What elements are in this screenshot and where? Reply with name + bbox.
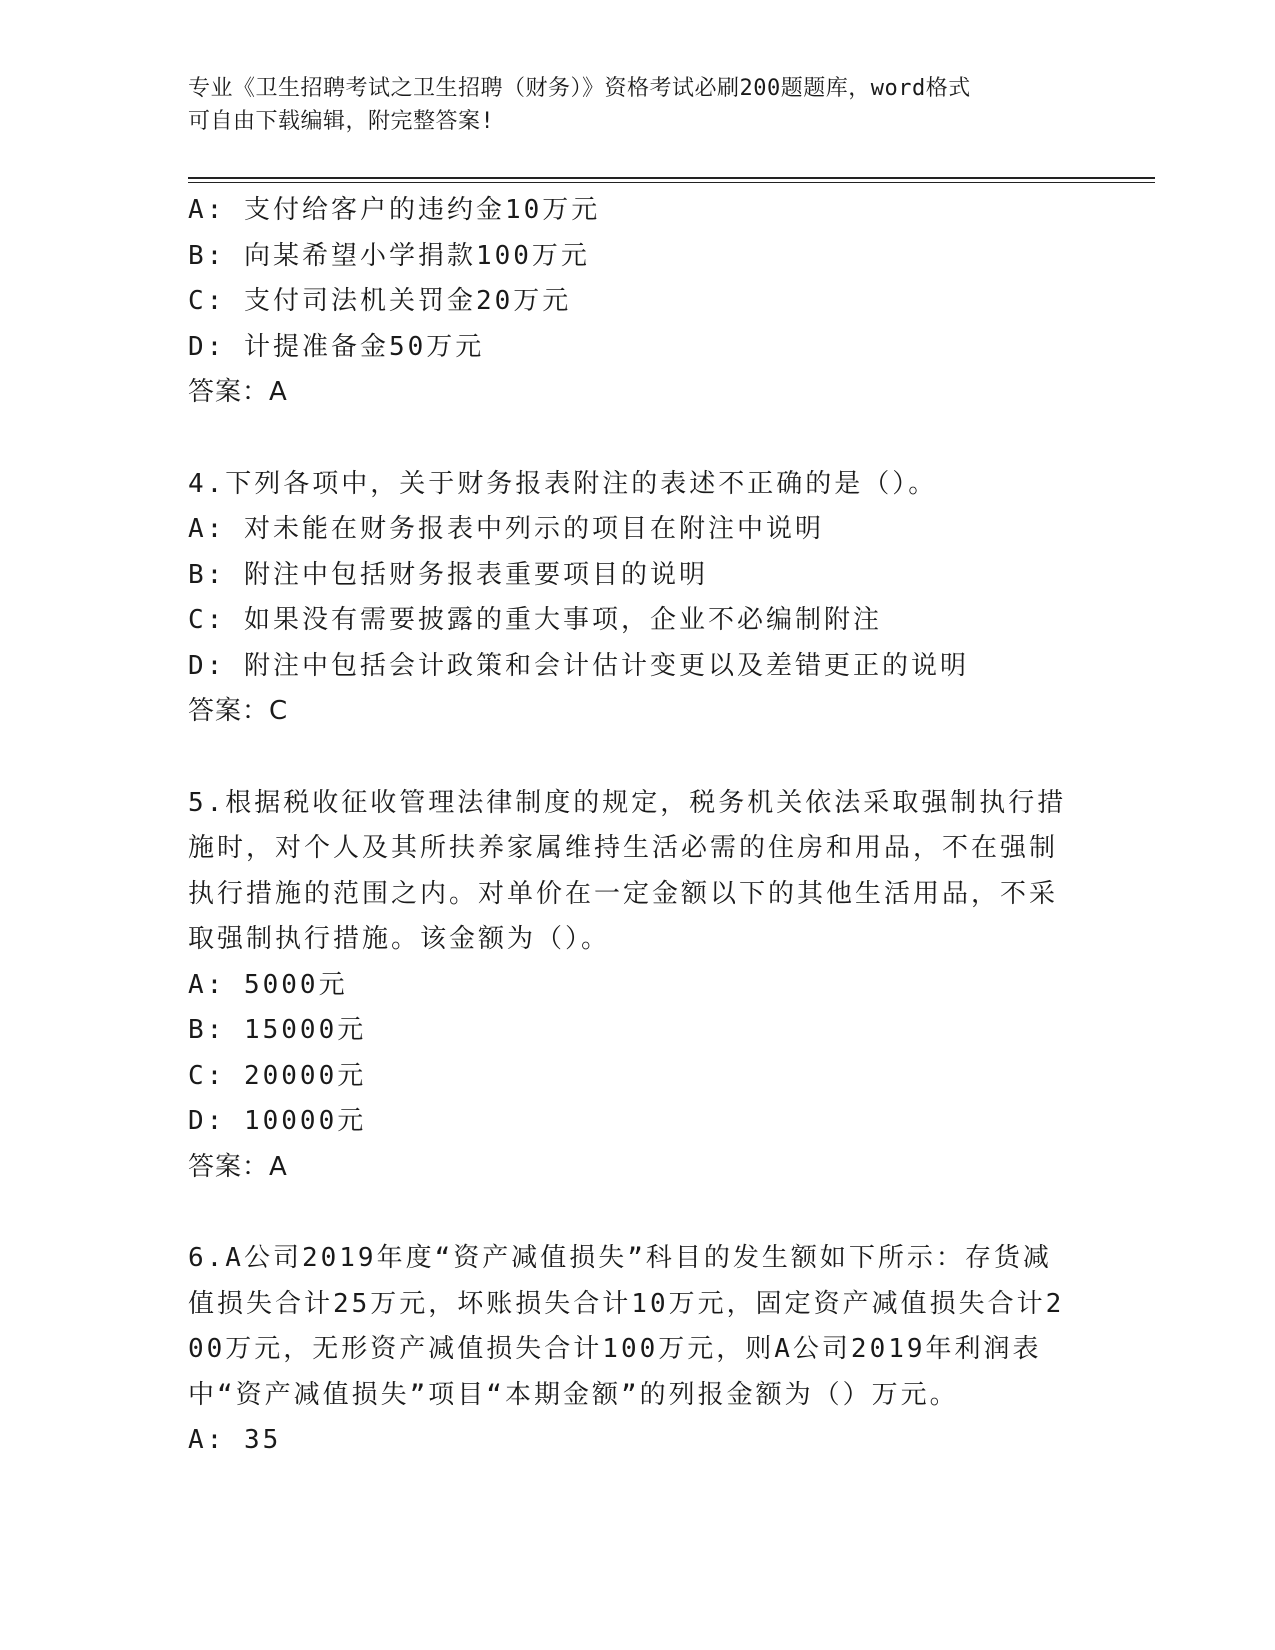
header-line-2: 可自由下载编辑，附完整答案! bbox=[188, 109, 495, 134]
option-c: C: 20000元 bbox=[188, 1060, 367, 1091]
option-b: B: 15000元 bbox=[188, 1015, 367, 1045]
option-c: C: 如果没有需要披露的重大事项，企业不必编制附注 bbox=[188, 605, 882, 635]
header-line-1: 专业《卫生招聘考试之卫生招聘（财务）》资格考试必刷200题题库，word格式 bbox=[188, 76, 971, 101]
option-d: D: 附注中包括会计政策和会计估计变更以及差错更正的说明 bbox=[188, 650, 969, 681]
question-6 bbox=[188, 1236, 1068, 1464]
question-text: 4.下列各项中，关于财务报表附注的表述不正确的是（）。 bbox=[188, 468, 938, 499]
option-b: B: 附注中包括财务报表重要项目的说明 bbox=[188, 559, 708, 590]
option-a: A: 35 bbox=[188, 1425, 282, 1455]
question-3 bbox=[188, 188, 1068, 416]
option-a: A: 5000元 bbox=[188, 969, 348, 1000]
answer: 答案：C bbox=[188, 696, 289, 726]
header-rule-thin bbox=[188, 182, 1155, 183]
question-4 bbox=[188, 462, 1068, 735]
document-header bbox=[188, 72, 1068, 138]
option-d: D: 计提准备金50万元 bbox=[188, 331, 485, 362]
answer: 答案：A bbox=[188, 377, 288, 407]
document-body bbox=[188, 188, 1068, 1464]
question-text: 5.根据税收征收管理法律制度的规定，税务机关依法采取强制执行措施时，对个人及其所扶养家属维持生活必需的住房和用品，不在强制执行措施的范围之内。对单价在一定金额以下的其他生活用品，不采取强制执行措施。该金额为（）。 bbox=[188, 787, 1067, 954]
question-text: 6.A公司2019年度“资产减值损失”科目的发生额如下所示：存货减值损失合计25万元，坏账损失合计10万元，固定资产减值损失合计200万元，无形资产减值损失合计100万元，则A公司2019年利润表中“资产减值损失”项目“本期金额”的列报金额为（）万元。 bbox=[188, 1243, 1065, 1410]
option-a: A: 对未能在财务报表中列示的项目在附注中说明 bbox=[188, 514, 824, 544]
option-b: B: 向某希望小学捐款100万元 bbox=[188, 240, 590, 271]
header-rule-thick bbox=[188, 177, 1155, 179]
option-a: A: 支付给客户的违约金10万元 bbox=[188, 195, 601, 225]
question-5 bbox=[188, 781, 1068, 1191]
option-c: C: 支付司法机关罚金20万元 bbox=[188, 286, 572, 316]
option-d: D: 10000元 bbox=[188, 1106, 367, 1136]
answer: 答案：A bbox=[188, 1151, 288, 1182]
